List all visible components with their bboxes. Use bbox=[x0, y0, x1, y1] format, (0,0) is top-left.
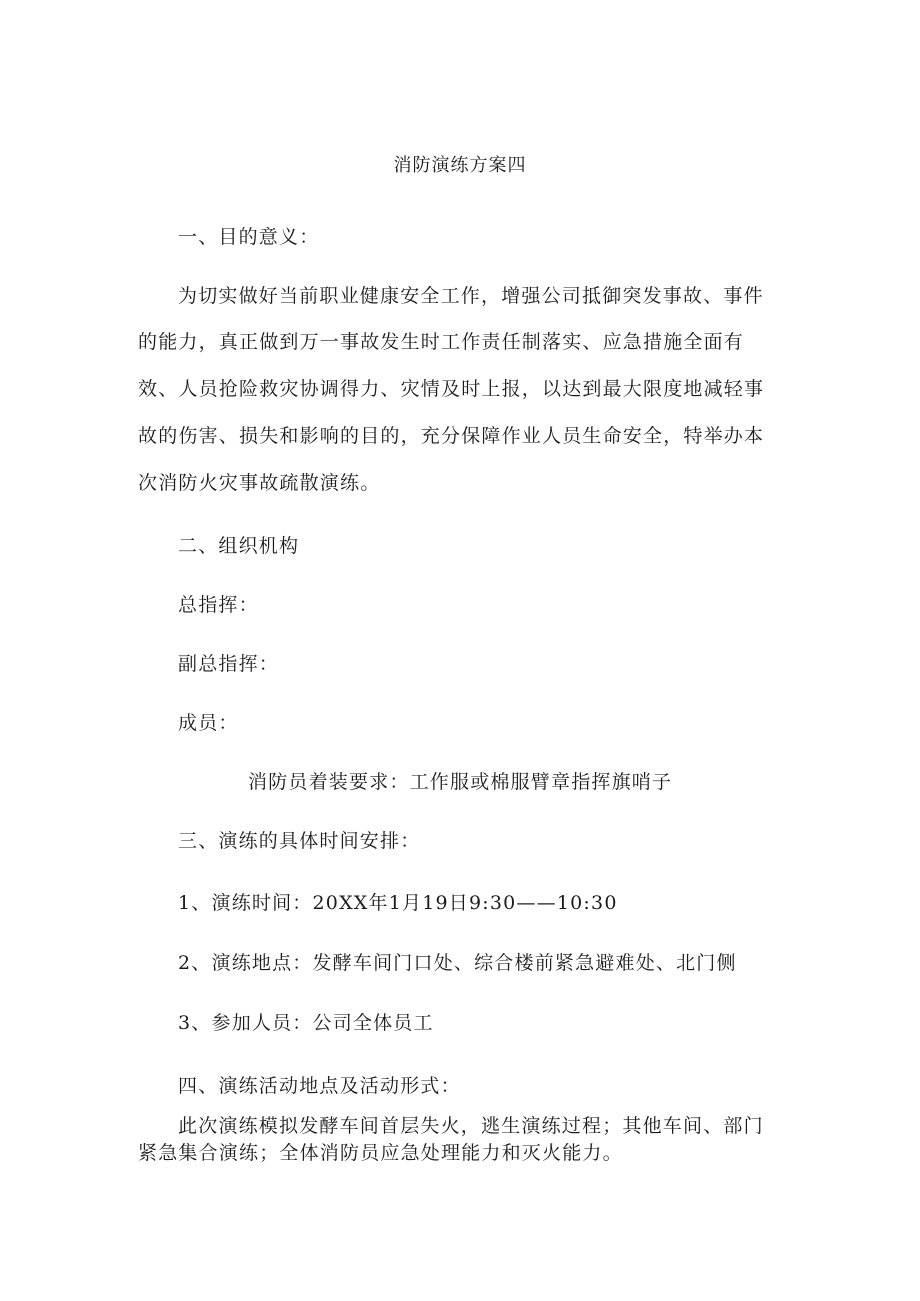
members-label: 成员： bbox=[178, 712, 239, 734]
schedule-item-participants: 3、参加人员：公司全体员工 bbox=[178, 1012, 434, 1034]
paragraph-line: 效、人员抢险救灾协调得力、灾情及时上报，以达到最大限度地减轻事 bbox=[138, 378, 765, 400]
deputy-commander-label: 副总指挥： bbox=[178, 653, 280, 675]
paragraph-line: 故的伤害、损失和影响的目的，充分保障作业人员生命安全，特举办本 bbox=[138, 425, 765, 447]
section-heading-schedule: 三、演练的具体时间安排： bbox=[178, 830, 421, 852]
dress-requirement: 消防员着装要求：工作服或棉服臂章指挥旗哨子 bbox=[248, 771, 673, 793]
schedule-item-location: 2、演练地点：发酵车间门口处、综合楼前紧急避难处、北门侧 bbox=[178, 952, 737, 974]
paragraph-line: 此次演练模拟发酵车间首层失火，逃生演练过程；其他车间、部门 bbox=[178, 1115, 764, 1137]
document-title: 消防演练方案四 bbox=[393, 155, 527, 176]
section-heading-purpose: 一、目的意义： bbox=[178, 226, 320, 248]
commander-label: 总指挥： bbox=[178, 594, 259, 616]
paragraph-line: 次消防火灾事故疏散演练。 bbox=[138, 472, 381, 494]
paragraph-line: 的能力，真正做到万一事故发生时工作责任制落实、应急措施全面有 bbox=[138, 331, 745, 353]
paragraph-line: 紧急集合演练；全体消防员应急处理能力和灭火能力。 bbox=[138, 1142, 623, 1164]
schedule-item-time: 1、演练时间：20XX年1月19日9:30——10:30 bbox=[178, 892, 618, 914]
paragraph-line: 为切实做好当前职业健康安全工作，增强公司抵御突发事故、事件 bbox=[178, 285, 764, 307]
section-heading-activities: 四、演练活动地点及活动形式： bbox=[178, 1075, 461, 1097]
section-heading-organization: 二、组织机构 bbox=[178, 535, 300, 557]
